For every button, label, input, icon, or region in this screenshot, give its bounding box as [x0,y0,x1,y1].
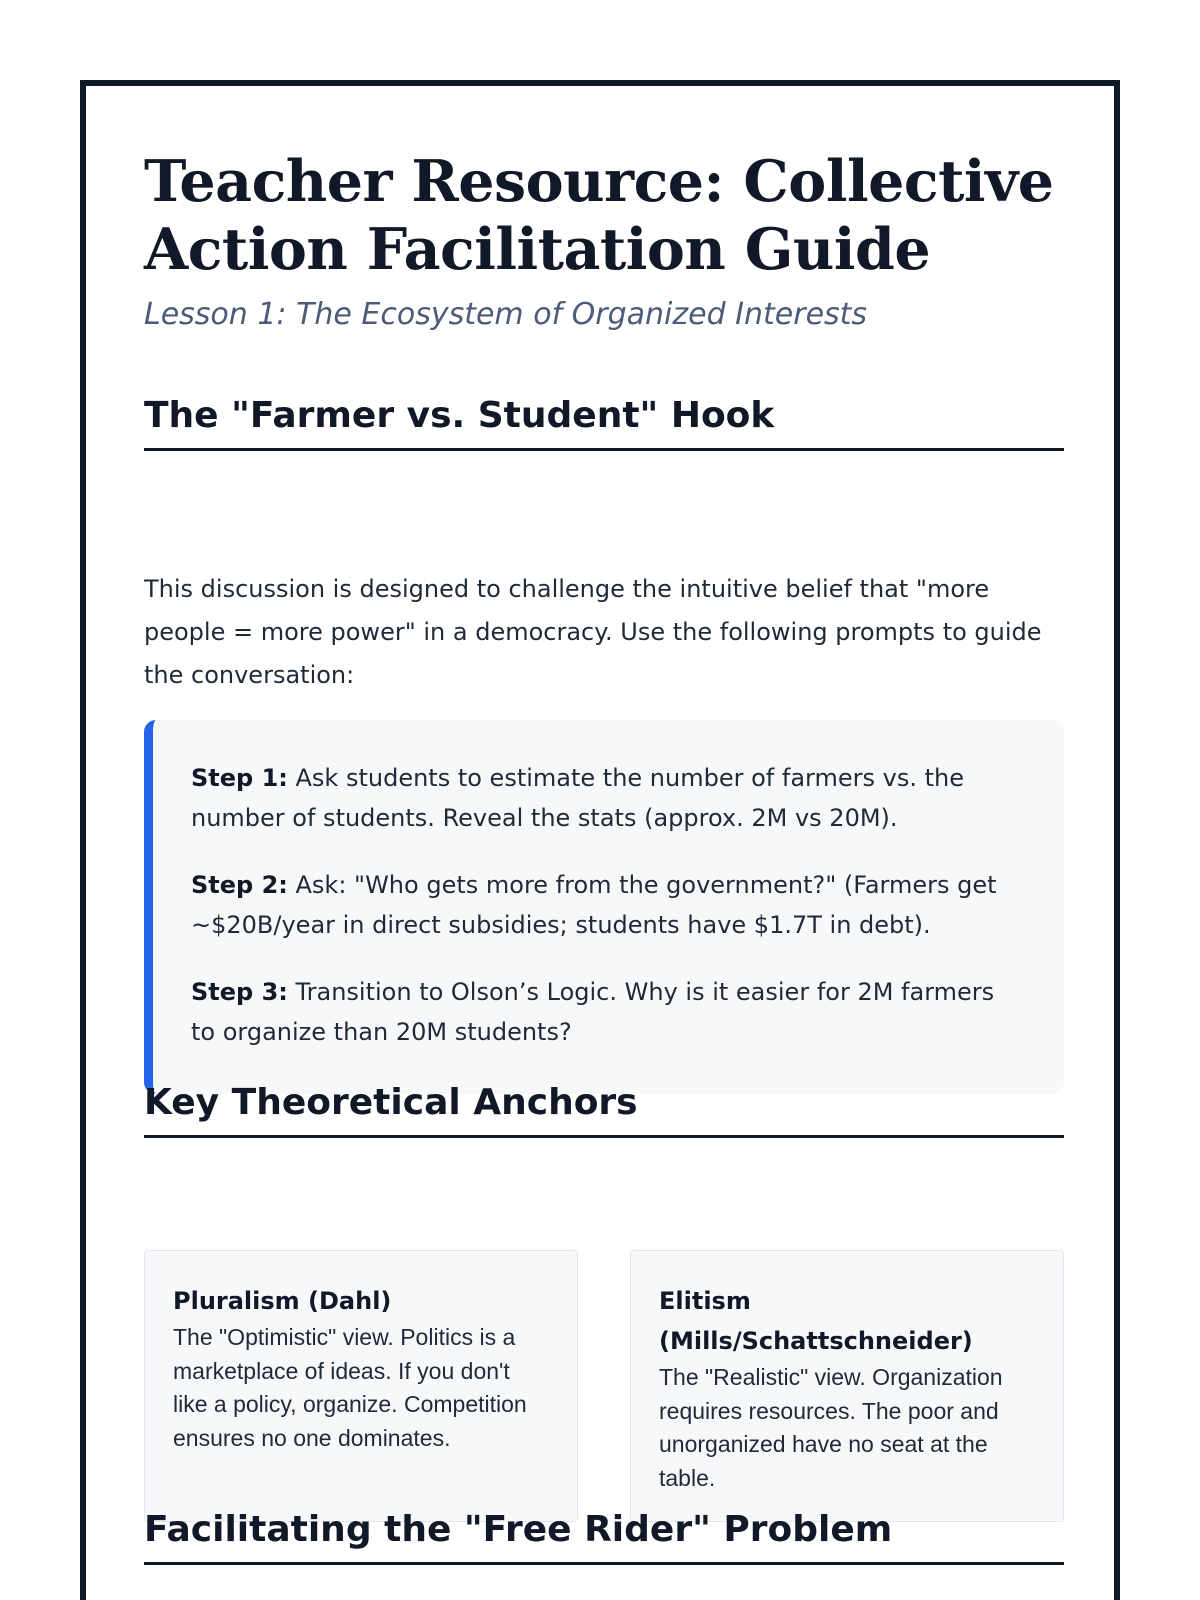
page-title: Teacher Resource: Collective Action Facilitation Guide [144,148,1054,283]
step-text: Transition to Olson’s Logic. Why is it easier for 2M farmers to organize than 20M students? [191,978,995,1046]
card-body: The "Optimistic" view. Politics is a marketplace of ideas. If you don't like a policy, organize. Competition ensures no one dominates. [173,1324,527,1451]
section-heading-anchors: Key Theoretical Anchors [144,1081,1064,1138]
anchor-card-pluralism [144,1250,578,1522]
document-sheet [80,80,1120,1600]
section-heading-hook: The "Farmer vs. Student" Hook [144,394,1064,451]
card-title: Elitism (Mills/Schattschneider) [659,1287,973,1355]
step-label: Step 1: [191,764,288,792]
step-text: Ask: "Who gets more from the government?" (Farmers get ~$20B/year in direct subsidies; students have $1.7T in debt). [191,871,997,939]
hook-intro-paragraph: This discussion is designed to challenge the intuitive belief that "more people = more power" in a democracy. Use the following prompts to guide the conversation: [144,575,1042,689]
step-text: Ask students to estimate the number of farmers vs. the number of students. Reveal the stats (approx. 2M vs 20M). [191,764,964,832]
anchor-card-elitism [630,1250,1064,1522]
page-subtitle: Lesson 1: The Ecosystem of Organized Interests [144,297,868,332]
step-item [191,865,1024,945]
step-item [191,972,1024,1052]
step-label: Step 3: [191,978,288,1006]
steps-callout [144,720,1064,1094]
step-item [191,758,1024,838]
card-title: Pluralism (Dahl) [173,1287,392,1315]
section-heading-free-rider: Facilitating the "Free Rider" Problem [144,1508,1064,1565]
step-label: Step 2: [191,871,288,899]
card-body: The "Realistic" view. Organization requires resources. The poor and unorganized have no seat at the table. [659,1364,1003,1491]
